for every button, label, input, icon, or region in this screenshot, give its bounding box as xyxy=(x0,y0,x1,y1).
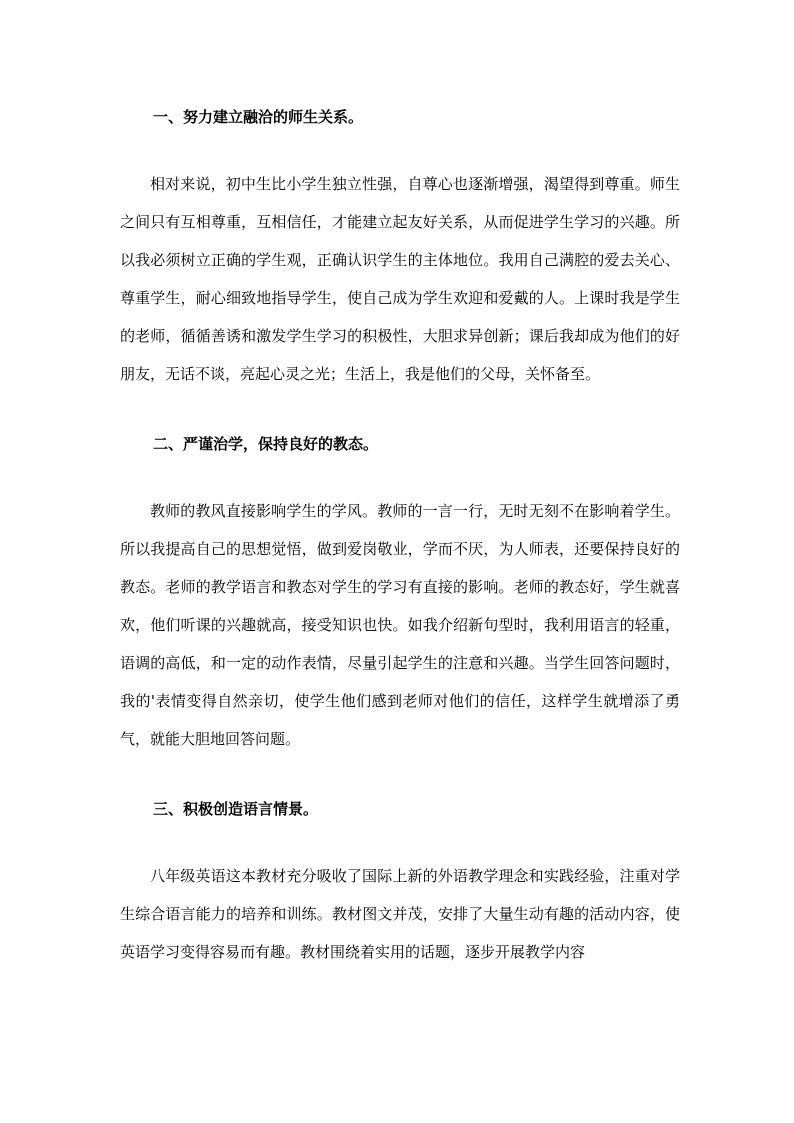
section-heading-3: 三、积极创造语言情景。 xyxy=(153,800,319,818)
section-paragraph-3: 八年级英语这本教材充分吸收了国际上新的外语教学理念和实践经验，注重对学生综合语言能力的培养和训练。教材图文并茂，安排了大量生动有趣的活动内容，使英语学习变得容易而有趣。教材围绕着实用的话题，逐步开展教学内容 xyxy=(120,867,680,961)
section-paragraph-1: 相对来说，初中生比小学生独立性强，自尊心也逐渐增强，渴望得到尊重。师生之间只有互相尊重，互相信任，才能建立起友好关系，从而促进学生学习的兴趣。所以我必须树立正确的学生观，正确认识学生的主体地位。我用自己满腔的爱去关心、尊重学生，耐心细致地指导学生，使自己成为学生欢迎和爱戴的人。上课时我是学生的老师，循循善诱和激发学生学习的积极性，大胆求异创新；课后我却成为他们的好朋友，无话不谈，亮起心灵之光；生活上，我是他们的父母，关怀备至。 xyxy=(120,175,680,383)
section-heading-1: 一、努力建立融洽的师生关系。 xyxy=(153,108,364,126)
document-body xyxy=(120,98,680,971)
section-heading-2: 二、严谨治学，保持良好的教态。 xyxy=(153,435,379,453)
section-paragraph-2: 教师的教风直接影响学生的学风。教师的一言一行，无时无刻不在影响着学生。所以我提高自己的思想觉悟，做到爱岗敬业，学而不厌，为人师表，还要保持良好的教态。老师的教学语言和教态对学生的学习有直接的影响。老师的教态好，学生就喜欢，他们听课的兴趣就高，接受知识也快。如我介绍新句型时，我利用语言的轻重，语调的高低，和一定的动作表情，尽量引起学生的注意和兴趣。当学生回答问题时，我的'表情变得自然亲切，使学生他们感到老师对他们的信任，这样学生就增添了勇气，就能大胆地回答问题。 xyxy=(120,502,680,748)
